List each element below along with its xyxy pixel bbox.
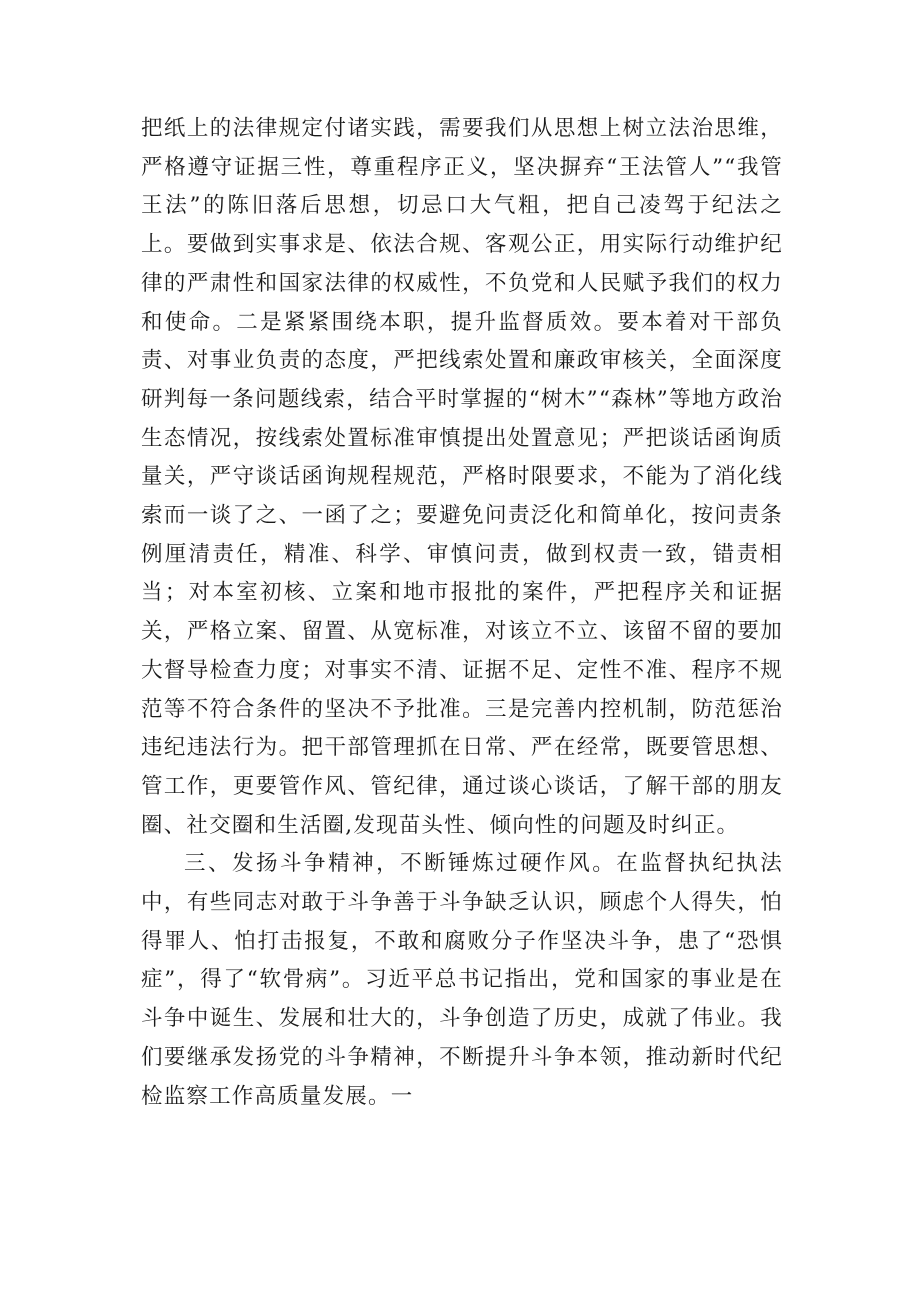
paragraph-1: 把纸上的法律规定付诸实践，需要我们从思想上树立法治思维，严格遵守证据三性，尊重程序正义，坚决摒弃“王法管人”“我管王法”的陈旧落后思想，切忌口大气粗，把自己凌驾于纪法之上。要做到实事求是、依法合规、客观公正，用实际行动维护纪律的严肃性和国家法律的权威性，不负党和人民赋予我们的权力和使命。二是紧紧围绕本职，提升监督质效。要本着对干部负责、对事业负责的态度，严把线索处置和廉政审核关，全面深度研判每一条问题线索，结合平时掌握的“树木”“森林”等地方政治生态情况，按线索处置标准审慎提出处置意见；严把谈话函询质量关，严守谈话函询规程规范，严格时限要求，不能为了消化线索而一谈了之、一函了之；要避免问责泛化和简单化，按问责条例厘清责任，精准、科学、审慎问责，做到权责一致，错责相当；对本室初核、立案和地市报批的案件，严把程序关和证据关，严格立案、留置、从宽标准，对该立不立、该留不留的要加大督导检查力度；对事实不清、证据不足、定性不准、程序不规范等不符合条件的坚决不予批准。三是完善内控机制，防范惩治违纪违法行为。把干部管理抓在日常、严在经常，既要管思想、管工作，更要管作风、管纪律，通过谈心谈话，了解干部的朋友圈、社交圈和生活圈,发现苗头性、倾向性的问题及时纠正。 [141,116,783,838]
document-body [141,110,783,1116]
paragraph-2: 三、发扬斗争精神，不断锤炼过硬作风。在监督执纪执法中，有些同志对敢于斗争善于斗争缺乏认识，顾虑个人得失，怕得罪人、怕打击报复，不敢和腐败分子作坚决斗争，患了“恐惧症”，得了“软骨病”。习近平总书记指出，党和国家的事业是在斗争中诞生、发展和壮大的，斗争创造了历史，成就了伟业。我们要继承发扬党的斗争精神，不断提升斗争本领，推动新时代纪检监察工作高质量发展。一 [141,851,783,1109]
